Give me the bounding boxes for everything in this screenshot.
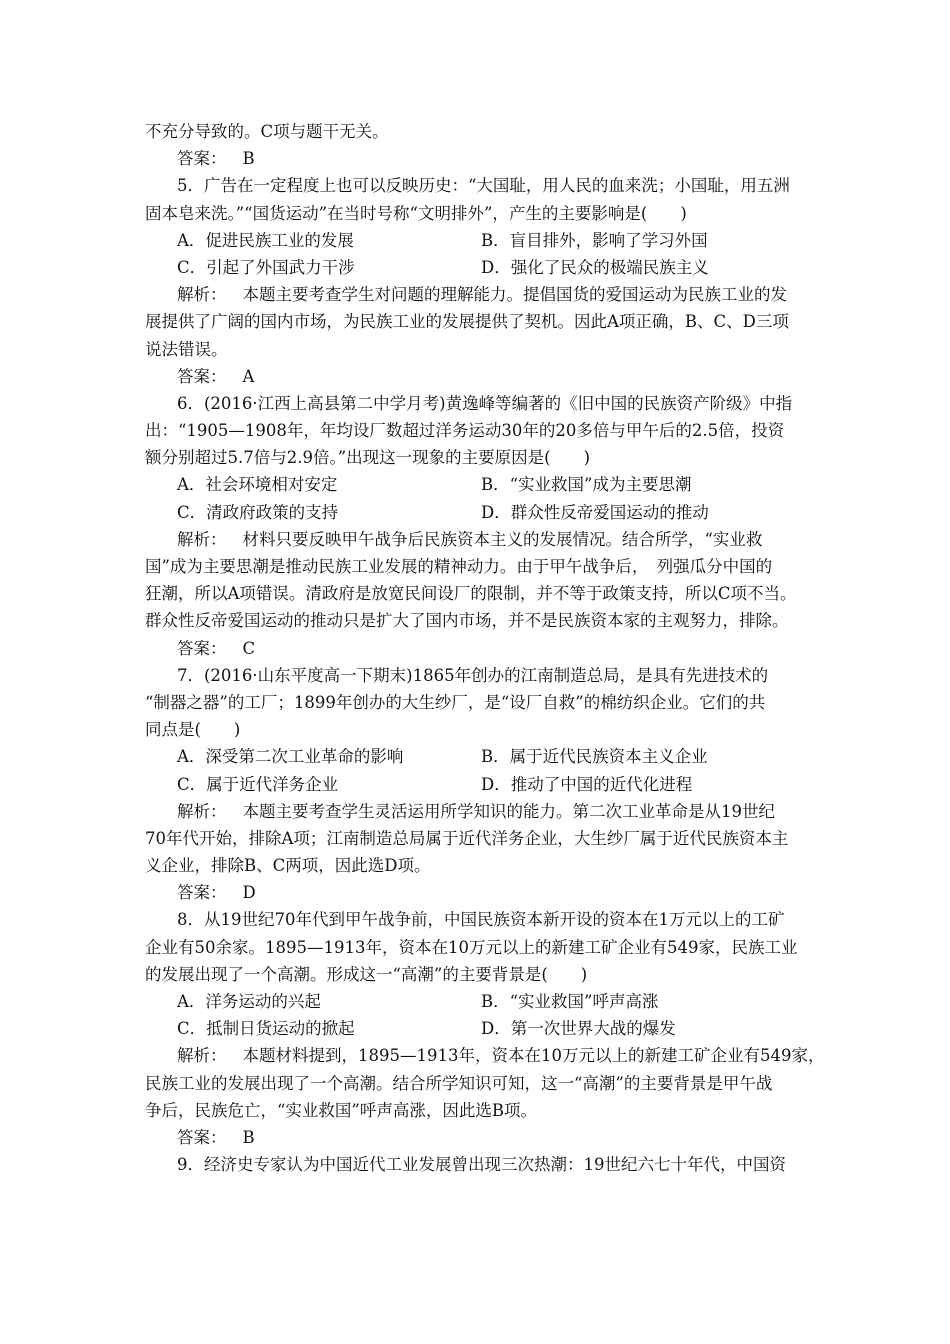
answer-label: 答案： <box>177 1127 227 1147</box>
option-item: C．属于近代洋务企业 <box>177 774 339 794</box>
text-line: 7．(2016·山东平度高一下期末)1865年创办的江南制造总局，是具有先进技术的 <box>177 665 769 685</box>
analysis-line <box>145 281 813 308</box>
text-line: 展提供了广阔的国内市场，为民族工业的发展提供了契机。因此A项正确，B、C、D三项 <box>145 312 789 332</box>
options-row <box>145 1015 813 1042</box>
option-item: B．“实业救国”成为主要思潮 <box>481 475 692 495</box>
answer-text: B <box>242 1127 255 1147</box>
analysis-line <box>145 526 813 553</box>
answer-line <box>145 879 813 906</box>
option-item: B．属于近代民族资本主义企业 <box>481 747 708 767</box>
text-line: 6．(2016·江西上高县第二中学月考)黄逸峰等编著的《旧中国的民族资产阶级》中指 <box>177 393 793 413</box>
option-item: A．促进民族工业的发展 <box>177 230 354 250</box>
option-item: C．抵制日货运动的掀起 <box>177 1019 355 1039</box>
option-item: D．强化了民众的极端民族主义 <box>481 257 709 277</box>
analysis-label: 解析： <box>177 529 227 549</box>
option-item: C．引起了外国武力干涉 <box>177 257 355 277</box>
option-item: A．洋务运动的兴起 <box>177 992 321 1011</box>
answer-label: 答案： <box>177 366 227 386</box>
analysis-text: 材料只要反映甲午战争后民族资本主义的发展情况。结合所学，“实业救 <box>242 529 763 549</box>
answer-line <box>145 363 813 390</box>
text-line: 的发展出现了一个高潮。形成这一“高潮”的主要背景是( ) <box>145 964 588 984</box>
text-line: 民族工业的发展出现了一个高潮。结合所学知识可知，这一“高潮”的主要背景是甲午战 <box>145 1073 773 1093</box>
option-item: A．深受第二次工业革命的影响 <box>177 747 404 767</box>
answer-line <box>145 145 813 172</box>
analysis-line <box>145 1042 825 1069</box>
document-body <box>145 118 825 1178</box>
answer-text: B <box>242 149 255 169</box>
answer-label: 答案： <box>177 638 227 658</box>
text-line: 70年代开始，排除A项；江南制造总局属于近代洋务企业，大生纱厂属于近代民族资本主 <box>145 828 789 848</box>
text-line: 8．从19世纪70年代到甲午战争前，中国民族资本新开设的资本在1万元以上的工矿 <box>177 910 785 930</box>
answer-label: 答案： <box>177 883 227 903</box>
options-row <box>145 988 813 1015</box>
answer-text: C <box>242 638 256 658</box>
text-line: 出：“1905—1908年，年均设厂数超过洋务运动30年的20多倍与甲午后的2.5倍，投资 <box>145 421 785 441</box>
options-row <box>145 771 813 798</box>
text-line: 同点是( ) <box>145 720 241 740</box>
option-item: D．推动了中国的近代化进程 <box>481 774 693 794</box>
answer-line <box>145 1124 813 1151</box>
analysis-line <box>145 798 813 825</box>
option-item: C．清政府政策的支持 <box>177 502 339 522</box>
options-row <box>145 499 813 526</box>
answer-text: D <box>242 883 256 903</box>
option-item: D．第一次世界大战的爆发 <box>481 1019 676 1039</box>
options-row <box>145 254 813 281</box>
analysis-text: 本题主要考查学生灵活运用所学知识的能力。第二次工业革命是从19世纪 <box>242 801 775 821</box>
text-line: 9．经济史专家认为中国近代工业发展曾出现三次热潮：19世纪六七十年代，中国资 <box>177 1155 786 1175</box>
option-item: B．“实业救国”呼声高涨 <box>481 992 659 1011</box>
analysis-label: 解析： <box>177 801 227 821</box>
text-line: 不充分导致的。C项与题干无关。 <box>145 122 389 141</box>
text-line: 义企业，排除B、C两项，因此选D项。 <box>145 856 431 876</box>
analysis-label: 解析： <box>177 285 227 305</box>
text-line: 群众性反帝爱国运动的推动只是扩大了国内市场，并不是民族资本家的主观努力，排除。 <box>145 611 789 631</box>
text-line: “制器之器”的工厂；1899年创办的大生纱厂，是“设厂自救”的棉纺织企业。它们的共 <box>145 692 766 712</box>
option-item: A．社会环境相对安定 <box>177 475 338 495</box>
text-line: 企业有50余家。1895—1913年，资本在10万元以上的新建工矿企业有549家，民族工业 <box>145 937 798 957</box>
answer-line <box>145 635 813 662</box>
option-item: D．群众性反帝爱国运动的推动 <box>481 502 709 522</box>
options-row <box>145 227 813 254</box>
options-row <box>145 743 813 770</box>
analysis-label: 解析： <box>177 1046 227 1066</box>
answer-label: 答案： <box>177 149 227 169</box>
text-line: 狂潮，所以A项错误。清政府是放宽民间设厂的限制，并不等于政策支持，所以C项不当。 <box>145 584 797 604</box>
text-line: 固本皂来洗。”“国货运动”在当时号称“文明排外”，产生的主要影响是( ) <box>145 203 687 223</box>
options-row <box>145 471 813 498</box>
text-line: 5．广告在一定程度上也可以反映历史：“大国耻，用人民的血来洗；小国耻，用五洲 <box>177 176 790 196</box>
text-line: 说法错误。 <box>145 339 228 359</box>
analysis-text: 本题主要考查学生对问题的理解能力。提倡国货的爱国运动为民族工业的发 <box>242 285 787 305</box>
analysis-text: 本题材料提到，1895—1913年，资本在10万元以上的新建工矿企业有549家， <box>242 1046 825 1066</box>
text-line: 额分别超过5.7倍与2.9倍。”出现这一现象的主要原因是( ) <box>145 448 591 468</box>
text-line: 国”成为主要思潮是推动民族工业发展的精神动力。由于甲午战争后， 列强瓜分中国的 <box>145 557 773 576</box>
option-item: B．盲目排外，影响了学习外国 <box>481 230 708 250</box>
text-line: 争后，民族危亡，“实业救国”呼声高涨，因此选B项。 <box>145 1100 537 1120</box>
answer-text: A <box>242 366 255 386</box>
